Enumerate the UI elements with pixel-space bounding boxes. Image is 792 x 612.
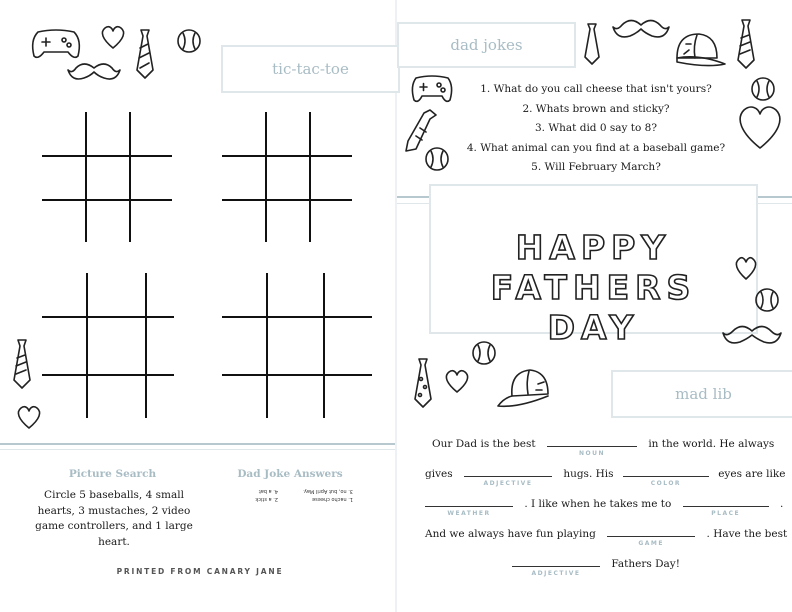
answers-col-2 [238, 487, 278, 503]
answer-line: 3. no, but April May. [303, 488, 353, 494]
mustache-icon [613, 16, 669, 42]
blank-hint: GAME [638, 540, 664, 547]
picture-search-title: Picture Search [68, 468, 157, 480]
joke-item: 4. What animal can you find at a baseball game? [466, 141, 726, 154]
madlib-blank[interactable] [464, 466, 552, 487]
necktie-icon [736, 18, 756, 70]
madlib-text: . Have the best [706, 528, 788, 540]
blank-hint: ADJECTIVE [531, 570, 581, 577]
card-line-happy: HAPPY [515, 228, 672, 267]
baseball-cap-icon [667, 30, 727, 70]
baseball-cap-icon [496, 366, 554, 410]
game-controller-icon [30, 26, 82, 62]
blank-hint: PLACE [711, 510, 741, 517]
madlib-text: . I like when he takes me to [524, 498, 672, 510]
answers-title: Dad Joke Answers [237, 468, 343, 480]
tictactoe-grid[interactable] [42, 112, 172, 242]
madlib-text: gives [425, 468, 453, 480]
heart-icon [100, 24, 126, 50]
madlib-blank[interactable] [547, 436, 637, 457]
blank-hint: COLOR [650, 480, 682, 487]
blank-hint: ADJECTIVE [483, 480, 533, 487]
madlib-text: Fathers Day! [611, 558, 680, 570]
fathers-day-card [429, 184, 758, 347]
blank-hint: NOUN [578, 450, 605, 457]
heart-icon [444, 368, 470, 394]
baseball-icon [750, 76, 776, 102]
mad-lib-label: mad lib [611, 370, 792, 418]
madlib-blank[interactable] [623, 466, 709, 487]
baseball-icon [424, 146, 450, 172]
madlib-blank[interactable] [512, 556, 600, 577]
joke-item: 2. Whats brown and sticky? [522, 102, 670, 115]
madlib-text: in the world. He always [648, 438, 775, 450]
necktie-icon [583, 22, 601, 66]
game-controller-icon [410, 72, 454, 112]
tictactoe-label: tic-tac-toe [221, 45, 400, 93]
dad-jokes-label: dad jokes [397, 22, 576, 68]
tictactoe-grid[interactable] [222, 112, 352, 242]
heart-icon [734, 255, 758, 281]
necktie-icon [411, 357, 435, 409]
joke-item: 3. What did 0 say to 8? [535, 122, 657, 134]
madlib-text: Our Dad is the best [432, 438, 536, 450]
answers-col-1 [291, 487, 353, 503]
madlib-blank[interactable] [607, 526, 695, 547]
madlib-text: eyes are like [718, 468, 786, 480]
madlib-blank[interactable] [683, 496, 769, 517]
mustache-icon [723, 322, 781, 348]
necktie-icon [134, 28, 156, 80]
picture-search-text: Circle 5 baseballs, 4 small hearts, 3 mustaches, 2 video game controllers, and 1 large heart. [35, 489, 193, 548]
answer-line: 1. nacho cheese [312, 496, 353, 502]
necktie-icon [12, 338, 32, 390]
answer-line: 4. a bat [258, 488, 278, 494]
blank-hint: WEATHER [447, 510, 491, 517]
jokes-list [430, 80, 762, 178]
footer-credit: PRINTED FROM CANARY JANE [116, 567, 284, 576]
tictactoe-grid[interactable] [42, 273, 174, 418]
card-line-fathers: FATHERS [490, 268, 697, 307]
answer-line: 2. a stick [255, 496, 278, 502]
joke-item: 1. What do you call cheese that isn't yours? [480, 83, 712, 95]
mustache-icon [68, 60, 120, 84]
madlib-text: . [780, 498, 784, 510]
fold-line-left [0, 443, 395, 445]
card-line-day: DAY [547, 308, 640, 347]
baseball-icon [176, 28, 202, 54]
baseball-icon [471, 340, 497, 366]
madlib-blank[interactable] [425, 496, 513, 517]
tictactoe-grid[interactable] [222, 273, 372, 418]
baseball-icon [754, 287, 780, 313]
madlib-text: And we always have fun playing [425, 528, 596, 540]
madlib-text: hugs. His [563, 468, 614, 480]
heart-icon [16, 404, 42, 430]
joke-item: 5. Will February March? [531, 161, 661, 173]
large-heart-icon [736, 104, 784, 150]
fold-line-left-2 [0, 449, 395, 450]
